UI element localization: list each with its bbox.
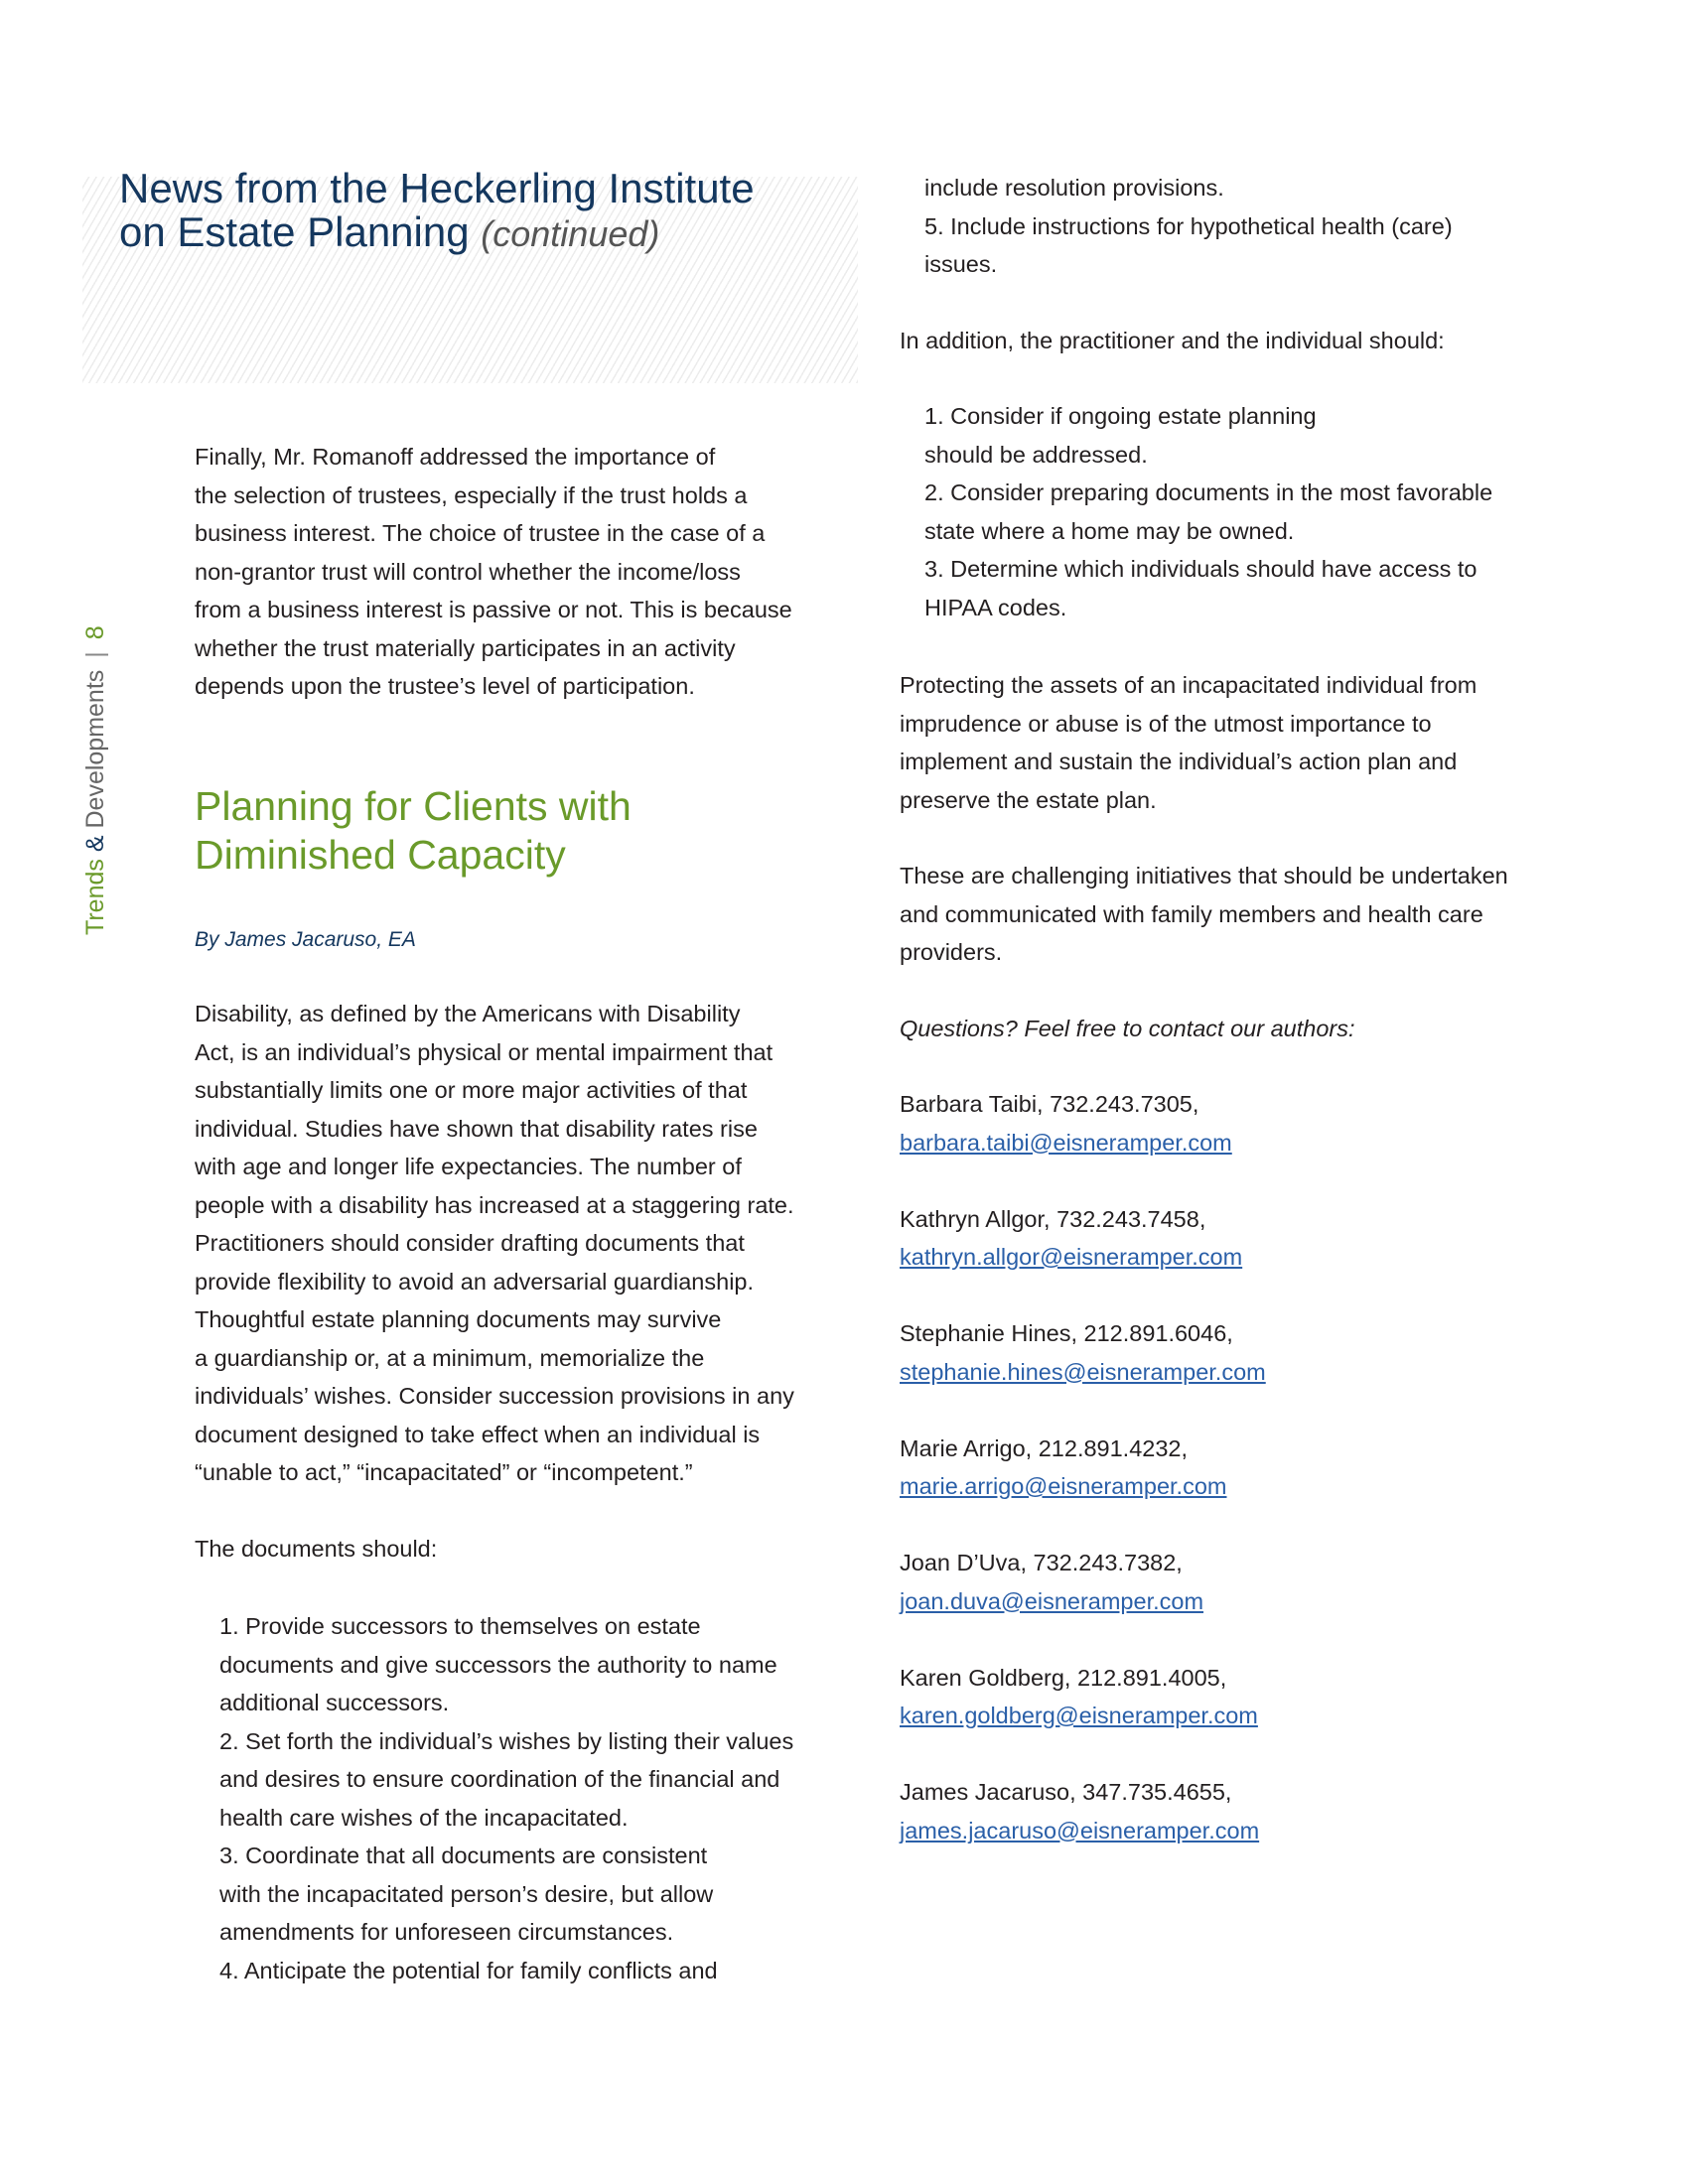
contact-email-link[interactable]: marie.arrigo@eisneramper.com: [900, 1473, 1227, 1499]
text-line: “unable to act,” “incapacitated” or “incompetent.”: [195, 1459, 693, 1485]
title-line-1: News from the Heckerling Institute: [119, 165, 755, 211]
documents-list: [219, 1607, 793, 1989]
contact-item: [900, 1200, 1266, 1277]
text-line: 1. Provide successors to themselves on estate: [219, 1613, 701, 1639]
practitioner-list: [924, 397, 1492, 626]
paragraph-in-addition: [900, 322, 1445, 360]
text-line: non-grantor trust will control whether the income/loss: [195, 558, 741, 585]
text-line: additional successors.: [219, 1690, 450, 1715]
text-line: 2. Set forth the individual’s wishes by listing their values: [219, 1727, 794, 1754]
text-line: Practitioners should consider drafting documents that: [195, 1230, 745, 1256]
text-line: 4. Anticipate the potential for family conflicts and: [219, 1957, 718, 1983]
contact-name-phone: Kathryn Allgor, 732.243.7458,: [900, 1205, 1206, 1232]
article-heading: [195, 782, 632, 879]
contact-name-phone: Stephanie Hines, 212.891.6046,: [900, 1320, 1233, 1346]
contact-name-phone: James Jacaruso, 347.735.4655,: [900, 1779, 1232, 1805]
contact-email-link[interactable]: james.jacaruso@eisneramper.com: [900, 1817, 1260, 1843]
contact-name-phone: Barbara Taibi, 732.243.7305,: [900, 1091, 1199, 1117]
text-line: business interest. The choice of trustee in the case of a: [195, 520, 766, 546]
page-title: [119, 167, 755, 256]
text-line: Finally, Mr. Romanoff addressed the importance of: [195, 444, 716, 470]
text-line: 3. Coordinate that all documents are consistent: [219, 1843, 708, 1868]
contact-name-phone: Karen Goldberg, 212.891.4005,: [900, 1664, 1227, 1691]
contact-item: [900, 1430, 1266, 1506]
text-line: implement and sustain the individual’s action plan and: [900, 749, 1458, 774]
text-line: and communicated with family members and health care: [900, 900, 1483, 927]
contact-name-phone: Joan D’Uva, 732.243.7382,: [900, 1550, 1183, 1575]
page-number: 8: [81, 625, 109, 640]
text-line: 5. Include instructions for hypothetical health (care): [924, 212, 1453, 239]
text-line: Act, is an individual’s physical or mental impairment that: [195, 1038, 774, 1065]
text-line: Thoughtful estate planning documents may survive: [195, 1306, 722, 1332]
text-line: imprudence or abuse is of the utmost importance to: [900, 710, 1432, 737]
title-suffix: (continued): [481, 213, 660, 254]
text-line: Protecting the assets of an incapacitated individual from: [900, 672, 1477, 698]
text-line: from a business interest is passive or not. This is because: [195, 597, 792, 622]
text-line: issues.: [924, 251, 998, 277]
text-line: and desires to ensure coordination of the financial and: [219, 1766, 780, 1792]
text-line: documents and give successors the authority to name: [219, 1651, 777, 1678]
text-line: people with a disability has increased at a staggering rate.: [195, 1191, 794, 1218]
contact-item: [900, 1773, 1266, 1849]
text-line: substantially limits one or more major activities of that: [195, 1077, 748, 1103]
text-line: In addition, the practitioner and the individual should:: [900, 328, 1445, 353]
paragraph-disability: [195, 995, 794, 1492]
paragraph-protecting: [900, 666, 1477, 819]
contact-email-link[interactable]: karen.goldberg@eisneramper.com: [900, 1703, 1258, 1728]
text-line: with age and longer life expectancies. The number of: [195, 1154, 742, 1179]
byline: By James Jacaruso, EA: [195, 928, 416, 951]
text-line: Planning for Clients with: [195, 783, 632, 829]
paragraph-documents-should: [195, 1530, 437, 1569]
text-line: individuals’ wishes. Consider succession provisions in any: [195, 1383, 794, 1409]
paragraph-challenging: [900, 857, 1508, 972]
contact-name-phone: Marie Arrigo, 212.891.4232,: [900, 1434, 1189, 1461]
title-line-2: on Estate Planning: [119, 208, 470, 255]
text-line: providers.: [900, 939, 1003, 965]
contact-email-link[interactable]: barbara.taibi@eisneramper.com: [900, 1129, 1232, 1156]
text-line: Diminished Capacity: [195, 831, 566, 878]
running-header: [81, 625, 110, 935]
text-line: HIPAA codes.: [924, 594, 1067, 620]
paragraph-romanoff: [195, 438, 792, 706]
contact-email-link[interactable]: kathryn.allgor@eisneramper.com: [900, 1244, 1243, 1270]
text-line: whether the trust materially participates in an activity: [195, 634, 736, 661]
section-developments: Developments: [81, 669, 109, 829]
text-line: document designed to take effect when an individual is: [195, 1421, 761, 1447]
text-line: provide flexibility to avoid an adversarial guardianship.: [195, 1268, 755, 1295]
text-line: with the incapacitated person’s desire, but allow: [219, 1880, 714, 1907]
documents-list-continued: [924, 169, 1453, 284]
contact-item: [900, 1544, 1266, 1620]
text-line: 2. Consider preparing documents in the most favorable: [924, 479, 1493, 505]
text-line: state where a home may be owned.: [924, 517, 1295, 544]
text-line: preserve the estate plan.: [900, 786, 1157, 813]
text-line: amendments for unforeseen circumstances.: [219, 1919, 674, 1945]
contacts-list: [900, 1085, 1266, 1888]
contact-prompt: [900, 1010, 1355, 1048]
text-line: These are challenging initiatives that should be undertaken: [900, 863, 1508, 888]
text-line: Questions? Feel free to contact our authors:: [900, 1016, 1355, 1041]
contact-item: [900, 1314, 1266, 1391]
contact-item: [900, 1085, 1266, 1161]
section-amp: &: [81, 835, 109, 853]
text-line: The documents should:: [195, 1536, 438, 1562]
contact-item: [900, 1659, 1266, 1735]
text-line: should be addressed.: [924, 441, 1148, 468]
contact-email-link[interactable]: stephanie.hines@eisneramper.com: [900, 1358, 1266, 1385]
contact-email-link[interactable]: joan.duva@eisneramper.com: [900, 1587, 1204, 1614]
text-line: the selection of trustees, especially if the trust holds a: [195, 481, 748, 508]
text-line: 1. Consider if ongoing estate planning: [924, 403, 1317, 429]
text-line: a guardianship or, at a minimum, memorialize the: [195, 1344, 705, 1371]
text-line: individual. Studies have shown that disability rates rise: [195, 1115, 758, 1142]
text-line: 3. Determine which individuals should have access to: [924, 556, 1477, 582]
section-trends: Trends: [81, 859, 109, 935]
text-line: depends upon the trustee’s level of participation.: [195, 673, 695, 699]
separator: |: [81, 651, 109, 658]
text-line: Disability, as defined by the Americans with Disability: [195, 1001, 741, 1026]
text-line: health care wishes of the incapacitated.: [219, 1804, 629, 1831]
text-line: include resolution provisions.: [924, 175, 1224, 201]
